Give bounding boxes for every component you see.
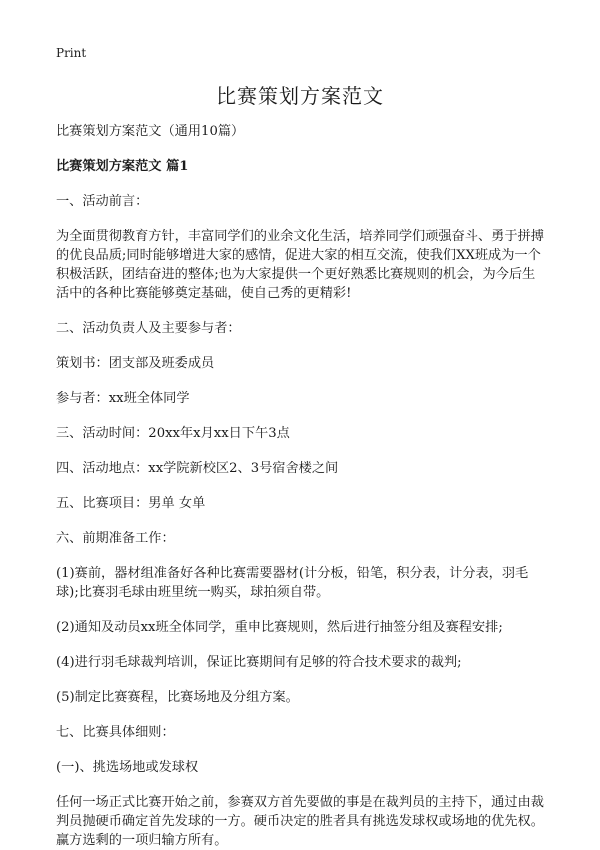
paragraph: 参与者：xx班全体同学 xyxy=(56,391,190,406)
paragraph: 三、活动时间：20xx年x月xx日下午3点 xyxy=(56,426,290,441)
paragraph: 五、比赛项目：男单 女单 xyxy=(56,496,206,511)
paragraph: 七、比赛具体细则： xyxy=(56,725,175,740)
paragraph: 任何一场正式比赛开始之前，参赛双方首先要做的事是在裁判员的主持下，通过由裁判员抛硬币确定首先发球的一方。硬币决定的胜者具有挑选发球权或场地的优先权。赢方选剩的一项归输方所有。 xyxy=(56,795,544,848)
section-heading: 比赛策划方案范文 篇1 xyxy=(56,159,189,174)
paragraph: (5)制定比赛赛程，比赛场地及分组方案。 xyxy=(56,690,299,705)
document-body xyxy=(56,122,548,850)
paragraph: 二、活动负责人及主要参与者： xyxy=(56,321,241,336)
paragraph: (2)通知及动员xx班全体同学，重申比赛规则，然后进行抽签分组及赛程安排; xyxy=(56,620,503,635)
paragraph: (4)进行羽毛球裁判培训，保证比赛期间有足够的符合技术要求的裁判; xyxy=(56,655,462,670)
paragraph: 一、活动前言： xyxy=(56,194,149,209)
paragraph: 策划书：团支部及班委成员 xyxy=(56,356,215,371)
paragraph: 四、活动地点：xx学院新校区2、3号宿舍楼之间 xyxy=(56,461,339,476)
paragraph: (一)、挑选场地或发球权 xyxy=(56,760,199,775)
paragraph: (1)赛前，器材组准备好各种比赛需要器材(计分板，铅笔，积分表，计分表，羽毛球);比赛羽毛球由班里统一购买，球拍须自带。 xyxy=(56,566,529,600)
subtitle: 比赛策划方案范文（通用10篇） xyxy=(56,124,245,139)
paragraph: 为全面贯彻教育方针，丰富同学们的业余文化生活，培养同学们顽强奋斗、勇于拼搏的优良品质;同时能够增进大家的感情，促进大家的相互交流，使我们XX班成为一个积极活跃，团结奋进的整体;也为大家提供一个更好熟悉比赛规则的机会，为今后生活中的各种比赛能够奠定基础，使自己秀的更精彩! xyxy=(56,229,544,301)
paragraph: 六、前期准备工作： xyxy=(56,531,175,546)
document-title: 比赛策划方案范文 xyxy=(216,84,384,108)
print-link[interactable]: Print xyxy=(56,46,87,60)
